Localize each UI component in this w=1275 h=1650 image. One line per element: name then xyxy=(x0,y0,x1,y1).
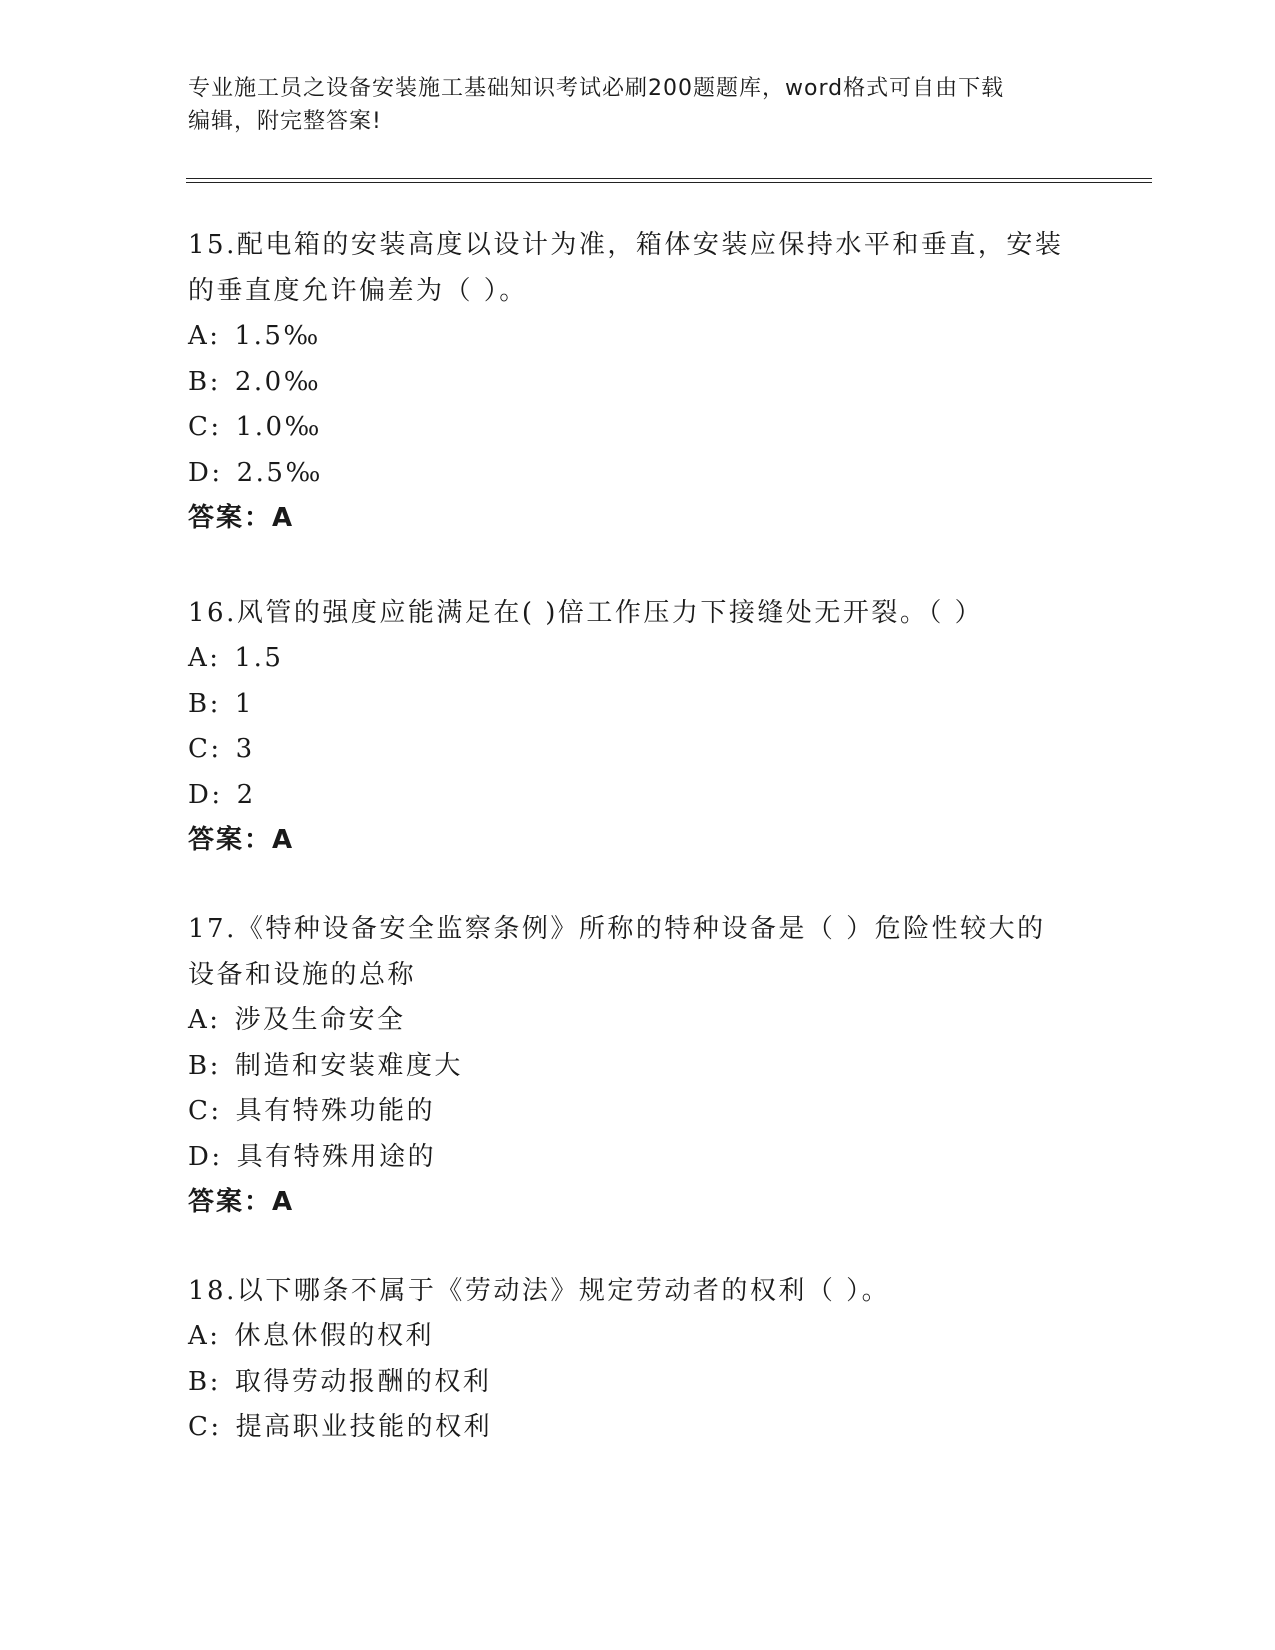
option-separator: : xyxy=(209,1050,221,1081)
option-letter: A xyxy=(188,321,210,351)
option-text: 制造和安装难度大 xyxy=(234,1050,463,1081)
option-c xyxy=(188,1405,1088,1451)
option-text: 1.5 xyxy=(234,643,284,673)
answer-value: A xyxy=(272,825,295,855)
document-header: 专业施工员之设备安装施工基础知识考试必刷200题题库，word格式可自由下载 编辑，附完整答案! xyxy=(188,76,1005,134)
answer-label: 答案： xyxy=(188,503,273,533)
option-letter: A xyxy=(188,1321,210,1351)
question-stem: 18.以下哪条不属于《劳动法》规定劳动者的权利（ ）。 xyxy=(188,1276,891,1306)
answer-line xyxy=(188,1180,1088,1226)
option-letter: B xyxy=(188,1050,210,1081)
option-letter: C xyxy=(188,1096,211,1126)
option-text: 具有特殊用途的 xyxy=(236,1141,437,1172)
answer-value: A xyxy=(272,503,295,533)
option-separator: : xyxy=(209,366,221,397)
question-stem: 15.配电箱的安装高度以设计为准，箱体安装应保持水平和垂直，安装 的垂直度允许偏差为（ ）。 xyxy=(188,230,1064,306)
option-b xyxy=(188,1360,1088,1406)
option-text: 2 xyxy=(236,779,256,810)
option-separator: : xyxy=(209,688,221,719)
question-15 xyxy=(188,222,1088,542)
option-separator: : xyxy=(211,779,223,810)
question-stem: 16.风管的强度应能满足在( )倍工作压力下接缝处无开裂。（ ） xyxy=(188,598,984,628)
option-c xyxy=(188,405,1088,451)
answer-label: 答案： xyxy=(188,1187,273,1217)
option-text: 1 xyxy=(234,688,254,719)
option-c xyxy=(188,727,1088,773)
option-b xyxy=(188,360,1088,406)
option-letter: B xyxy=(188,688,210,719)
option-text: 1.5‰ xyxy=(234,321,321,351)
option-a xyxy=(188,636,1088,682)
option-letter: C xyxy=(188,412,211,442)
header-divider-top xyxy=(186,178,1152,179)
option-letter: D xyxy=(188,457,212,488)
question-stem: 17.《特种设备安全监察条例》所称的特种设备是（ ）危险性较大的 设备和设施的总称 xyxy=(188,914,1046,990)
option-letter: A xyxy=(188,1005,210,1035)
option-text: 休息休假的权利 xyxy=(234,1321,435,1351)
option-a xyxy=(188,314,1088,360)
option-separator: : xyxy=(210,1096,222,1126)
answer-line xyxy=(188,818,1088,864)
option-separator: : xyxy=(211,457,223,488)
option-text: 具有特殊功能的 xyxy=(235,1096,436,1126)
option-letter: A xyxy=(188,643,210,673)
option-letter: D xyxy=(188,1141,212,1172)
option-a xyxy=(188,1314,1088,1360)
option-separator: : xyxy=(209,1366,221,1397)
option-a xyxy=(188,998,1088,1044)
option-separator: : xyxy=(210,734,222,764)
option-letter: B xyxy=(188,366,210,397)
option-letter: B xyxy=(188,1366,210,1397)
option-separator: : xyxy=(209,321,221,351)
option-d xyxy=(188,451,1088,497)
option-b xyxy=(188,1044,1088,1090)
option-letter: C xyxy=(188,734,211,764)
option-text: 涉及生命安全 xyxy=(234,1005,406,1035)
question-16 xyxy=(188,590,1088,864)
question-17 xyxy=(188,906,1088,1226)
option-text: 取得劳动报酬的权利 xyxy=(234,1366,492,1397)
option-text: 2.0‰ xyxy=(234,366,322,397)
option-separator: : xyxy=(209,643,221,673)
option-separator: : xyxy=(209,1005,221,1035)
option-text: 提高职业技能的权利 xyxy=(235,1412,493,1442)
option-text: 1.0‰ xyxy=(235,412,322,442)
option-c xyxy=(188,1089,1088,1135)
option-separator: : xyxy=(209,1321,221,1351)
answer-label: 答案： xyxy=(188,825,273,855)
option-letter: C xyxy=(188,1412,211,1442)
option-separator: : xyxy=(211,1141,223,1172)
option-d xyxy=(188,773,1088,819)
option-letter: D xyxy=(188,779,212,810)
header-divider-bottom xyxy=(186,182,1152,183)
option-separator: : xyxy=(210,1412,222,1442)
option-d xyxy=(188,1135,1088,1181)
option-b xyxy=(188,682,1088,728)
option-text: 2.5‰ xyxy=(236,457,323,488)
answer-line xyxy=(188,496,1088,542)
option-separator: : xyxy=(210,412,222,442)
option-text: 3 xyxy=(235,734,255,764)
question-18 xyxy=(188,1268,1088,1451)
answer-value: A xyxy=(272,1187,295,1217)
